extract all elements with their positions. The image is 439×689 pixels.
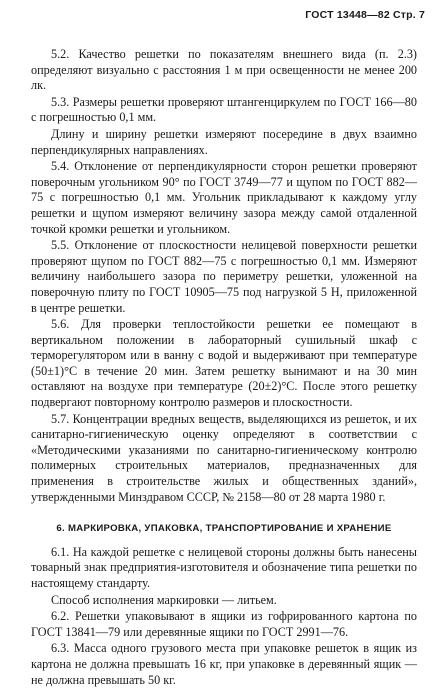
paragraph-5-4: 5.4. Отклонение от перпендикулярности сторон решетки проверяют поверочным угольником 90° по ГОСТ 3749—77 и щупом по ГОСТ 882—75 с погрешностью 0,1 мм. Угольник прикладывают к каждому углу решетки и щупом измеряют величину зазора между самой отдаленной точкой кромки решетки и угольником.	[31, 159, 417, 236]
paragraph-5-5: 5.5. Отклонение от плоскостности нелицевой поверхности решетки проверяют щупом по ГОСТ 882—75 с погрешностью 0,1 мм. Измеряют величину наибольшего зазора по периметру решетки, уложенной на поверочную плиту по ГОСТ 10905—75 под нагрузкой 5 Н, приложенной в центре решетки.	[31, 238, 417, 315]
paragraph-5-7: 5.7. Концентрации вредных веществ, выделяющихся из решеток, и их санитарно-гигиеническую оценку определяют в соответствии с «Методическими указаниями по санитарно-гигиеническому контролю полимерных строительных материалов, предназначенных для применения в строительстве жилых и общественных зданий», утвержденными Минздравом СССР, № 2158—80 от 28 марта 1980 г.	[31, 411, 417, 504]
body-text	[31, 47, 417, 689]
paragraph-6-2: 6.2. Решетки упаковывают в ящики из гофрированного картона по ГОСТ 13841—79 или деревянные ящики по ГОСТ 2991—76.	[31, 609, 417, 639]
paragraph-6-1: 6.1. На каждой решетке с нелицевой стороны должны быть нанесены товарный знак предприятия-изготовителя и обозначение типа решетки по настоящему стандарту.	[31, 544, 417, 590]
paragraph-5-6: 5.6. Для проверки теплостойкости решетки ее помещают в вертикальном положении в лабораторный сушильный шкаф с терморегулятором или в ванну с водой и выдерживают при температуре (50±1)°С в течение 20 мин. Затем решетку вынимают и на 30 мин оставляют на воздухе при температуре (20±2)°С. После этого решетку подвергают повторному контролю размеров и плоскостности.	[31, 317, 417, 410]
section-heading: 6. МАРКИРОВКА, УПАКОВКА, ТРАНСПОРТИРОВАНИЕ И ХРАНЕНИЕ	[56, 523, 392, 535]
running-header: ГОСТ 13448—82 Стр. 7	[305, 9, 425, 21]
paragraph-6-1-note: Способ исполнения маркировки — литьем.	[51, 592, 277, 607]
paragraph-5-3: 5.3. Размеры решетки проверяют штангенциркулем по ГОСТ 166—80 с погрешностью 0,1 мм.	[31, 94, 417, 125]
paragraph-5-3-note: Длину и ширину решетки измеряют посередине в двух взаимно перпендикулярных направлениях.	[31, 126, 417, 157]
paragraph-5-2: 5.2. Качество решетки по показателям внешнего вида (п. 2.3) определяют визуально с расстояния 1 м при освещенности не менее 200 лк.	[31, 47, 417, 93]
paragraph-6-3: 6.3. Масса одного грузового места при упаковке решеток в ящик из картона не должна превышать 16 кг, при упаковке в деревянный ящик — не должна превышать 50 кг.	[31, 641, 417, 687]
